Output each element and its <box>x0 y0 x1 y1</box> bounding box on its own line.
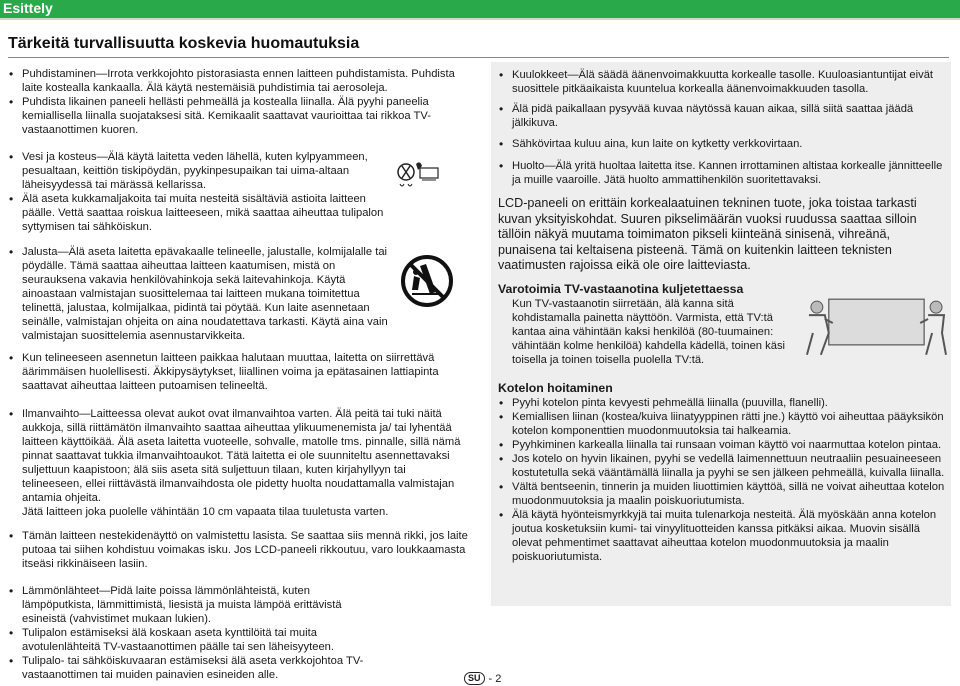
list-item-ventilation: • Ilmanvaihto—Laitteessa olevat aukot ovat ilmanvaihtoa varten. Älä peitä tai tuki näitä aukkoja, sillä riittämätön ilmanvaihto saattaa aiheuttaa ylikuumenemista ja/ tai lyhentää laitteen käyttöikää. Älä aseta laitetta vuoteelle, sohvalle, matolle tms. pinnalle, sillä nämä pinnat saattavat tukkia ilmanvaihtoaukot. Tätä laitetta ei ole suunniteltu asennettavaksi suljettuun kaapistoon; älä siis aseta sitä suljettuun tilaan, kuten kirjahyllyyn tai telineeseen, ellei riittävästä ilmanvaihdosta ole pidetty huolta noudattamalla valmistajan antamia ohjeita. <box>8 407 468 505</box>
list-item-headphones: • Kuulokkeet—Älä säädä äänenvoimakkuutta korkealle tasolle. Kuuloasiantuntijat eivät suosittele pitkäaikaista kuuntelua korkealla äänenvoimakkuuden tasolla. <box>498 68 948 96</box>
case-item-1: • Pyyhi kotelon pinta kevyesti pehmeällä liinalla (puuvilla, flanelli). <box>498 396 948 410</box>
case-item-3: • Pyyhkiminen karkealla liinalla tai runsaan voiman käyttö voi naarmuttaa kotelon pintaa. <box>498 438 948 452</box>
no-tip-over-icon <box>400 254 454 308</box>
list-item-glass: • Tämän laitteen nestekidenäyttö on valmistettu lasista. Se saattaa siis mennä rikki, jos laite putoaa tai siihen kohdistuu voimakas isku. Jos LCD-paneeli rikkoutuu, varo loukkaamasta itseäsi rikkinäiseen lasiin. <box>8 529 468 571</box>
page-footer <box>464 672 501 685</box>
list-item-stand: • Jalusta—Älä aseta laitetta epävakaalle telineelle, jalustalle, kolmijalalle tai pöydälle. Tämä saattaa aiheuttaa laitteen kaatumisen, mistä on seurauksena vakavia henkilövahinkoja sekä laitevahinkoja. Käytä ainoastaan valmistajan suosittelemaa tai laitteen mukana toimitettua telinettä, jalustaa, kolmijalkaa, pidintä tai pöytää. Kun laite asennetaan seinälle, valmistajan ohjeita on aina noudatettava tarkasti. Käytä aina vain valmistajan suosittelemia asennustarvikkeita. <box>8 245 398 343</box>
list-item-still-image: • Älä pidä paikallaan pysyvää kuvaa näytössä kauan aikaa, sillä siitä saattaa jäädä jälkikuva. <box>498 102 948 130</box>
lcd-notice: LCD-paneeli on erittäin korkealaatuinen tekninen tuote, joka toistaa tarkasti kuvan yksityiskohdat. Suuren pikselimäärän vuoksi ruudussa saattaa silloin tällöin näkyä muutama toimimaton pikseli kiinteänä sinisenä, vihreänä, punaisena tai keltaisena pisteenä. Tämä on kuitenkin laitteen teknisten vaatimusten rajoissa eikä ole oire laitteviasta. <box>498 196 917 272</box>
list-item-power: • Sähkövirtaa kuluu aina, kun laite on kytketty verkkovirtaan. <box>498 137 948 151</box>
title-rule <box>8 57 949 58</box>
list-item-cleaning: • Puhdistaminen—Irrota verkkojohto pistorasiasta ennen laitteen puhdistamista. Puhdista laite kostealla kankaalla. Älä käytä nestemäisiä puhdistimia tai aerosoleja. <box>8 67 468 95</box>
header-title: Esittely <box>3 0 53 16</box>
case-heading: Kotelon hoitaminen <box>498 380 613 395</box>
case-item-5: • Vältä bentseenin, tinnerin ja muiden liuottimien käyttöä, sillä ne voivat aiheuttaa kotelon muodonmuutoksia ja maalin poiskuoriutumista. <box>498 480 948 508</box>
list-item-moving: • Kun telineeseen asennetun laitteen paikkaa halutaan muuttaa, laitetta on siirrettävä äärimmäisen huolellisesti. Äkkipysäytykset, liiallinen voima ja epätasainen lattiapinta saattavat aiheuttaa laitteen putoamisen telineeltä. <box>8 351 468 393</box>
header-band <box>0 0 960 18</box>
list-item-water: • Vesi ja kosteus—Älä käytä laitetta veden lähellä, kuten kylpyammeen, pesualtaan, keittiön tiskipöydän, pyykinpesupaikan tai uima-altaan läheisyydessä tai märässä kellarissa. <box>8 150 400 192</box>
list-item-service: • Huolto—Älä yritä huoltaa laitetta itse. Kannen irrottaminen altistaa korkealle jännitteelle ja muille vaaroille. Jätä huolto ammattihenkilön suoritettavaksi. <box>498 159 948 187</box>
case-item-4: • Jos kotelo on hyvin likainen, pyyhi se vedellä laimennettuun neutraaliin pesuaineeseen kostutetulla sekä vääntämällä liinalla ja pyyhi se sen jälkeen pehmeällä, kuivalla liinalla. <box>498 452 948 480</box>
carry-text: Kun TV-vastaanotin siirretään, älä kanna sitä kohdistamalla painetta näyttöön. Varmista, että TV:tä kantaa aina vähintään kaksi henkilöä (80-tuumainen: vähintään kolme henkilöä) kahdella kädellä, toinen käsi toisella ja toinen toisella puolella TV:tä. <box>512 297 786 366</box>
carry-heading: Varotoimia TV-vastaanotina kuljetettaessa <box>498 281 744 296</box>
ventilation-note: Jätä laitteen joka puolelle vähintään 10 cm vapaata tilaa tuuletusta varten. <box>22 506 389 518</box>
language-badge: SU <box>464 672 485 685</box>
section-title: Tärkeitä turvallisuutta koskevia huomautuksia <box>8 35 360 52</box>
list-item-panel-clean: • Puhdista likainen paneeli hellästi pehmeällä ja kostealla liinalla. Älä pyyhi paneelia kemiallisella liinalla suojataksesi sitä. Kemikaalit saattavat vaurioittaa tai rikkoa TV-vastaanottimen kuoren. <box>8 95 468 137</box>
case-item-6: • Älä käytä hyönteismyrkkyjä tai muita tulenarkoja nesteitä. Älä myöskään anna kotelon joutua kosketuksiin kumi- tai vinyylituotteiden kanssa pitkäksi aikaa. Muovin sisällä olevat pehmentimet saattavat aiheuttaa kotelon muodonmuutoksia ja maalin poiskuoriutumista. <box>498 508 948 564</box>
carrying-tv-illustration <box>799 293 948 359</box>
page-number: - 2 <box>488 672 502 685</box>
list-item-heat: • Lämmönlähteet—Pidä laite poissa lämmönlähteistä, kuten lämpöputkista, lämmittimistä, liesistä ja muista lämpöä erittävistä esineistä (vahvistimet mukaan lukien). <box>8 584 468 626</box>
case-item-2: • Kemiallisen liinan (kostea/kuiva liinatyyppinen rätti jne.) käyttö voi aiheuttaa pääyksikön kotelon komponenttien muodonmuutoksia tai halkeamia. <box>498 410 948 438</box>
list-item-cord: • Tulipalo- tai sähköiskuvaaran estämiseksi älä aseta verkkojohtoa TV-vastaanottimen tai muiden painavien esineiden alle. <box>8 654 468 682</box>
list-item-fire: • Tulipalon estämiseksi älä koskaan aseta kynttilöitä tai muita avotulenlähteitä TV-vastaanottimen päälle tai sen läheisyyteen. <box>8 626 468 654</box>
right-column <box>498 68 948 564</box>
no-water-icon <box>392 156 444 192</box>
header-rule <box>0 18 960 20</box>
list-item-vase: • Älä aseta kukkamaljakoita tai muita nesteitä sisältäviä astioita laitteen päälle. Vettä saattaa roiskua laitteeseen, mikä saattaa aiheuttaa tulipalon syttymisen tai sähköiskun. <box>8 192 400 234</box>
